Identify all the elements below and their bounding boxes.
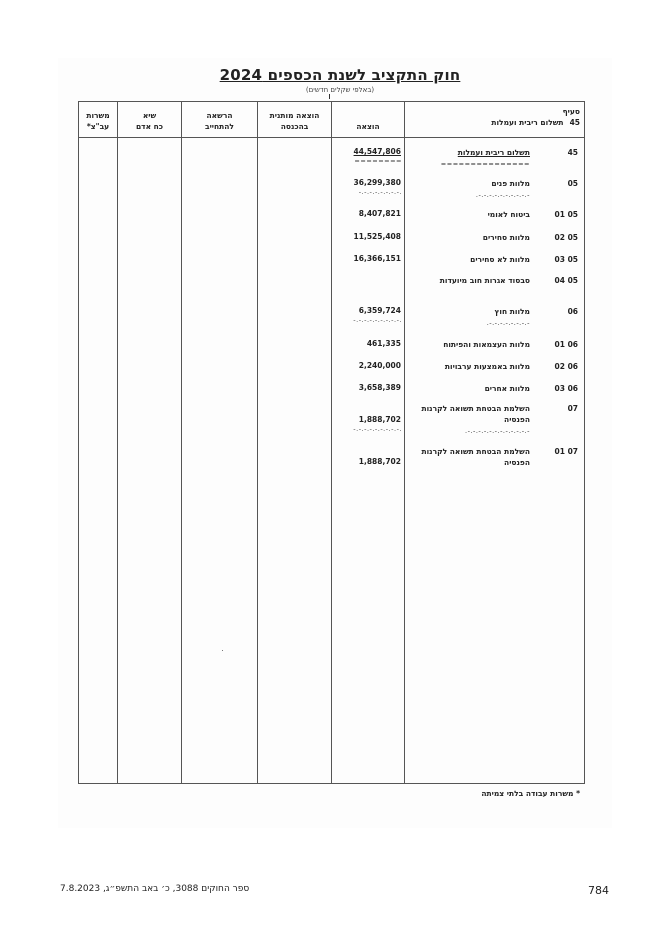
section-code: 06 xyxy=(567,307,578,316)
expense-amount: 461,335 xyxy=(366,339,401,348)
section-code: 45 xyxy=(567,148,578,157)
section-name: מלוות אחרים xyxy=(484,384,530,393)
expense-amount: 2,240,000 xyxy=(358,361,401,370)
name-underline: -.-.-.-.-.-.-.-.-.-. xyxy=(475,191,530,199)
expense-amount: 36,299,380 xyxy=(353,178,401,187)
name-underline: -.-.-.-.-.-.-.-.-.-.-.-. xyxy=(465,427,530,435)
col-peak: שיא כח אדם xyxy=(135,111,164,131)
expense-amount: 3,658,389 xyxy=(358,383,401,392)
section-name: מלוות סחירים xyxy=(482,233,530,242)
name-underline: -.-.-.-.-.-.-.-. xyxy=(486,319,530,327)
amount-underline: -.-.-.-.-.-.-.-. xyxy=(358,188,402,196)
section-name: מלוות לא סחירים xyxy=(470,255,530,264)
section-name: מלוות חוץ xyxy=(494,307,530,316)
column-divider xyxy=(117,101,118,784)
title-tick xyxy=(329,94,330,99)
column-divider xyxy=(257,101,258,784)
expense-amount: 8,407,821 xyxy=(358,209,401,218)
section-name: השלמת הבטחת תשואה לקרנות הפנסיה xyxy=(421,447,530,467)
section-code: 05 04 xyxy=(554,276,578,285)
gazette-reference: ספר החוקים 3088, כ׳ באב התשפ״ג, 7.8.2023 xyxy=(60,884,250,894)
section-code: 05 xyxy=(567,179,578,188)
page-number: 784 xyxy=(588,884,609,897)
section-name: מלוות העצמאות והפיתוח xyxy=(443,340,530,349)
col-commitment: הרשאה להתחייב xyxy=(205,111,234,131)
section-name: השלמת הבטחת תשואה לקרנות הפנסיה xyxy=(421,404,530,424)
expense-amount: 6,359,724 xyxy=(358,306,401,315)
amount-underline: -.-.-.-.-.-.-.-.-. xyxy=(353,316,402,324)
section-code: 05 02 xyxy=(554,233,578,242)
section-code: 05 01 xyxy=(554,210,578,219)
page-title: חוק התקציב לשנת הכספים 2024 xyxy=(219,66,461,84)
section-name: ביטוח לאומי xyxy=(487,210,530,219)
section-code: 06 03 xyxy=(554,384,578,393)
section-code: 06 01 xyxy=(554,340,578,349)
section-name: תשלום ריבית ועמלות xyxy=(457,148,530,157)
amount-underline: ======== xyxy=(354,157,402,165)
section-code: 06 02 xyxy=(554,362,578,371)
section-code: 07 xyxy=(567,404,578,413)
section-code: 07 01 xyxy=(554,447,578,456)
section-name: מלוות פנים xyxy=(491,179,530,188)
col-conditional: הוצאה מותנית בהכנסה xyxy=(269,111,320,131)
expense-amount: 1,888,702 xyxy=(358,457,401,466)
amount-underline: -.-.-.-.-.-.-.-.-. xyxy=(353,425,402,433)
footnote: * משרות עבודה בלתי צמיתה xyxy=(481,789,580,798)
expense-amount: 1,888,702 xyxy=(358,415,401,424)
section-name: סבסוד אגרות חוב מיועדות xyxy=(439,276,530,285)
column-divider xyxy=(331,101,332,784)
col-section: סעיף 45תשלום ריבית ועמלות xyxy=(491,107,580,127)
scan-speck xyxy=(222,650,223,651)
expense-amount: 11,525,408 xyxy=(353,232,401,241)
name-underline: =============== xyxy=(440,160,530,168)
column-divider xyxy=(181,101,182,784)
section-name: מלוות באמצעות ערבויות xyxy=(444,362,530,371)
section-code: 05 03 xyxy=(554,255,578,264)
page-subtitle: (באלפי שקלים חדשים) xyxy=(305,86,375,94)
expense-amount: 44,547,806 xyxy=(353,147,401,156)
col-positions: משרות עב"צ* xyxy=(86,111,110,131)
expense-amount: 16,366,151 xyxy=(353,254,401,263)
column-divider xyxy=(404,101,405,784)
col-expense: הוצאה xyxy=(356,122,380,131)
